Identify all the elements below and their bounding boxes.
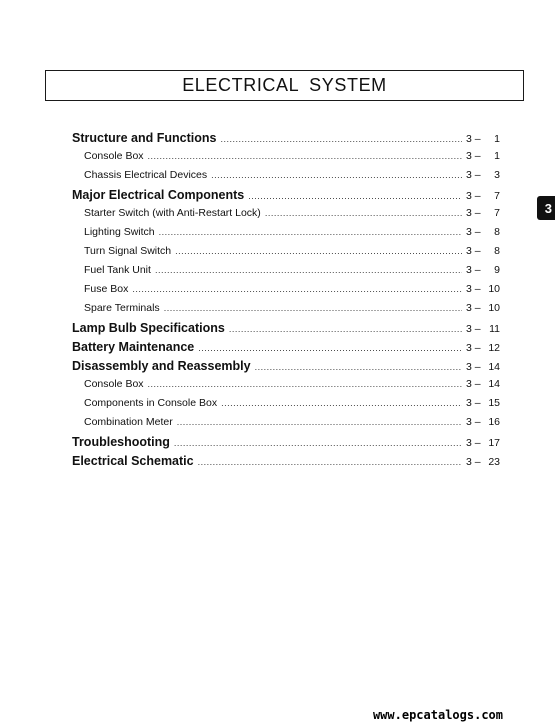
toc-leader-dots: [132, 284, 462, 294]
toc-page-number: 12: [488, 342, 500, 354]
toc-page-number: 10: [488, 283, 500, 295]
toc-page-number: 14: [488, 361, 500, 373]
toc-leader-dots: [198, 457, 462, 467]
toc-page-ref: [466, 437, 500, 449]
toc-chapter-number: 3 –: [466, 397, 481, 409]
toc-page-ref: [466, 416, 500, 428]
toc-leader-dots: [229, 324, 462, 334]
toc-subsection-entry: [84, 397, 500, 416]
toc-leader-dots: [265, 208, 462, 218]
toc-leader-dots: [177, 417, 462, 427]
toc-chapter-number: 3 –: [466, 302, 481, 314]
toc-entry-label: Chassis Electrical Devices: [84, 169, 208, 181]
toc-chapter-number: 3 –: [466, 133, 481, 145]
toc-leader-dots: [221, 398, 462, 408]
toc-leader-dots: [164, 303, 462, 313]
toc-leader-dots: [211, 170, 462, 180]
toc-page-number: 9: [494, 264, 500, 276]
toc-chapter-number: 3 –: [466, 323, 481, 335]
toc-entry-label: Troubleshooting: [72, 435, 170, 449]
toc-page-ref: [466, 283, 500, 295]
toc-chapter-number: 3 –: [466, 361, 481, 373]
toc-subsection-entry: [84, 169, 500, 188]
toc-chapter-number: 3 –: [466, 456, 481, 468]
toc-subsection-entry: [84, 245, 500, 264]
toc-subsection-entry: [84, 150, 500, 169]
toc-page-ref: [466, 378, 500, 390]
chapter-tab-marker: 3: [537, 196, 555, 220]
toc-leader-dots: [175, 246, 462, 256]
toc-page-ref: [466, 245, 500, 257]
toc-section-entry: [72, 131, 500, 150]
toc-entry-label: Electrical Schematic: [72, 454, 194, 468]
toc-entry-label: Lamp Bulb Specifications: [72, 321, 225, 335]
toc-subsection-entry: [84, 264, 500, 283]
toc-entry-label: Major Electrical Components: [72, 188, 245, 202]
toc-entry-label: Console Box: [84, 150, 144, 162]
toc-page-number: 1: [494, 150, 500, 162]
toc-chapter-number: 3 –: [466, 342, 481, 354]
toc-entry-label: Battery Maintenance: [72, 340, 195, 354]
toc-subsection-entry: [84, 283, 500, 302]
toc-entry-label: Spare Terminals: [84, 302, 160, 314]
toc-entry-label: Fuel Tank Unit: [84, 264, 151, 276]
toc-subsection-entry: [84, 226, 500, 245]
toc-entry-label: Turn Signal Switch: [84, 245, 172, 257]
toc-page-number: 23: [488, 456, 500, 468]
toc-leader-dots: [248, 191, 462, 201]
toc-entry-label: Combination Meter: [84, 416, 173, 428]
toc-leader-dots: [198, 343, 462, 353]
toc-chapter-number: 3 –: [466, 169, 481, 181]
toc-chapter-number: 3 –: [466, 283, 481, 295]
toc-page-number: 10: [488, 302, 500, 314]
toc-page-ref: [466, 226, 500, 238]
toc-leader-dots: [159, 227, 462, 237]
section-title-box: [45, 70, 524, 101]
toc-section-entry: [72, 340, 500, 359]
toc-chapter-number: 3 –: [466, 245, 481, 257]
toc-page-number: 11: [489, 323, 500, 335]
toc-subsection-entry: [84, 207, 500, 226]
toc-entry-label: Lighting Switch: [84, 226, 155, 238]
watermark-text: www.epcatalogs.com: [372, 708, 503, 722]
toc-entry-label: Starter Switch (with Anti-Restart Lock): [84, 207, 261, 219]
toc-section-entry: [72, 454, 500, 473]
toc-page-number: 7: [494, 207, 500, 219]
toc-page-ref: [466, 207, 500, 219]
toc-entry-label: Console Box: [84, 378, 144, 390]
toc-leader-dots: [220, 134, 462, 144]
toc-chapter-number: 3 –: [466, 150, 481, 162]
toc-subsection-entry: [84, 302, 500, 321]
toc-leader-dots: [255, 362, 462, 372]
toc-leader-dots: [148, 151, 462, 161]
toc-chapter-number: 3 –: [466, 190, 481, 202]
toc-page-number: 7: [494, 190, 500, 202]
toc-page-number: 8: [494, 226, 500, 238]
toc-page-ref: [466, 169, 500, 181]
toc-leader-dots: [174, 438, 462, 448]
toc-subsection-entry: [84, 416, 500, 435]
toc-page-ref: [466, 302, 500, 314]
toc-page-number: 8: [494, 245, 500, 257]
toc-page-ref: [466, 456, 500, 468]
toc-section-entry: [72, 321, 500, 340]
toc-chapter-number: 3 –: [466, 264, 481, 276]
toc-subsection-entry: [84, 378, 500, 397]
toc-section-entry: [72, 359, 500, 378]
toc-page-ref: [466, 190, 500, 202]
toc-page-number: 3: [494, 169, 500, 181]
toc-entry-label: Components in Console Box: [84, 397, 218, 409]
section-title: ELECTRICAL SYSTEM: [182, 75, 387, 95]
toc-page-ref: [466, 397, 500, 409]
toc-section-entry: [72, 435, 500, 454]
toc-chapter-number: 3 –: [466, 437, 481, 449]
toc-entry-label: Fuse Box: [84, 283, 129, 295]
toc-chapter-number: 3 –: [466, 416, 481, 428]
toc-chapter-number: 3 –: [466, 207, 481, 219]
toc-leader-dots: [155, 265, 462, 275]
toc-page-number: 16: [488, 416, 500, 428]
toc-section-entry: [72, 188, 500, 207]
toc-page-number: 14: [488, 378, 500, 390]
toc-chapter-number: 3 –: [466, 378, 481, 390]
toc-page-ref: [466, 150, 500, 162]
toc-page-ref: [466, 264, 500, 276]
toc-page-ref: [466, 133, 500, 145]
toc-entry-label: Structure and Functions: [72, 131, 217, 145]
toc-page-number: 15: [488, 397, 500, 409]
toc-chapter-number: 3 –: [466, 226, 481, 238]
toc-page-ref: [466, 361, 500, 373]
toc-leader-dots: [148, 379, 462, 389]
toc-entry-label: Disassembly and Reassembly: [72, 359, 251, 373]
toc-page-number: 1: [494, 133, 500, 145]
toc-page-number: 17: [488, 437, 500, 449]
toc-page-ref: [466, 342, 500, 354]
toc-page-ref: [466, 323, 500, 335]
